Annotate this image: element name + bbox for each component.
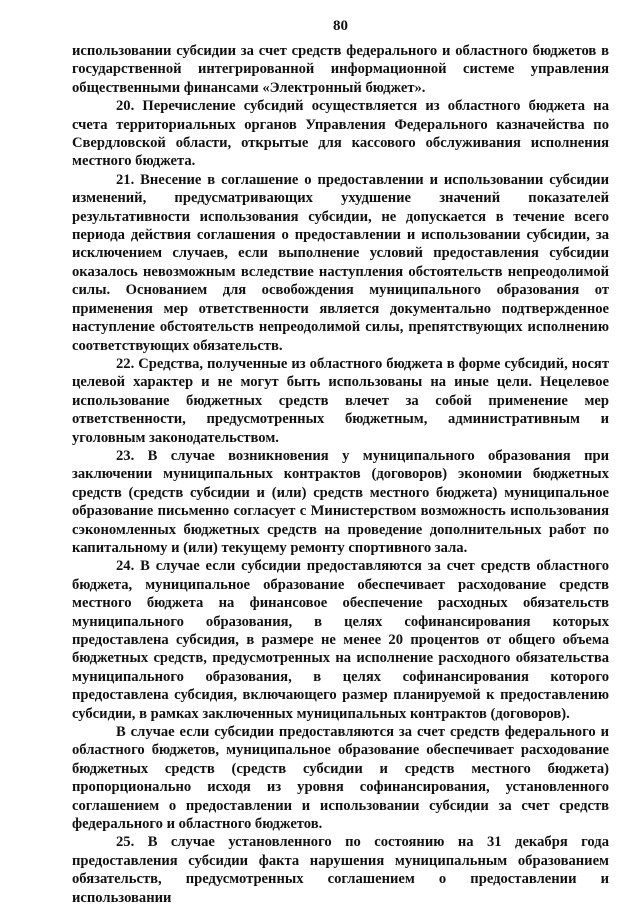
paragraph-20: 20. Перечисление субсидий осуществляется из областного бюджета на счета территориальных органов Управления Федерального казначейства по Свердловской области, открытые для кассового обслуживания исполнения местного бюджета. bbox=[72, 98, 609, 170]
paragraph-25: 25. В случае установленного по состоянию на 31 декабря года предоставления субсидии факта нарушения муниципальным образованием обязательств, предусмотренных соглашением о предоставлении и использовании bbox=[72, 834, 609, 906]
paragraph-22: 22. Средства, полученные из областного бюджета в форме субсидий, носят целевой характер и не могут быть использованы на иные цели. Нецелевое использование бюджетных средств влечет за собой применение мер ответственности, предусмотренных бюджетным, административным и уголовным законодательством. bbox=[72, 355, 609, 446]
document-page bbox=[72, 16, 609, 907]
paragraph-24: 24. В случае если субсидии предоставляются за счет средств областного бюджета, муниципальное образование обеспечивает расходование средств местного бюджета на финансовое обеспечение расходных обязательств муниципального образования, в целях софинансирования которых предоставлена субсидия, в размере не менее 20 процентов от общего объема бюджетных средств, предусмотренных на исполнение расходного обязательства муниципального образования, в целях софинансирования которого предоставлена субсидия, включающего размер планируемой к предоставлению субсидии, в рамках заключенных муниципальных контрактов (договоров). bbox=[72, 558, 609, 722]
paragraph-continuation: использовании субсидии за счет средств федерального и областного бюджетов в государственной интегрированной информационной системе управления общественными финансами «Электронный бюджет». bbox=[72, 43, 609, 96]
paragraph-24-federal: В случае если субсидии предоставляются за счет средств федерального и областного бюджетов, муниципальное образование обеспечивает расходование бюджетных средств (средств субсидии и средств местного бюджета) пропорционально исходя из уровня софинансирования, установленного соглашением о предоставлении и использовании субсидии за счет средств федерального и областного бюджетов. bbox=[72, 724, 609, 833]
page-number: 80 bbox=[333, 18, 348, 34]
paragraph-23: 23. В случае возникновения у муниципального образования при заключении муниципальных контрактов (договоров) экономии бюджетных средств (средств субсидии и (или) средств местного бюджета) муниципальное образование письменно согласует с Министерством возможность использования сэкономленных бюджетных средств на проведение дополнительных работ по капитальному и (или) текущему ремонту спортивного зала. bbox=[72, 447, 609, 556]
paragraph-21: 21. Внесение в соглашение о предоставлении и использовании субсидии изменений, предусматривающих ухудшение значений показателей результативности использования субсидии, не допускается в течение всего периода действия соглашения о предоставлении и использовании субсидии, за исключением случаев, если выполнение условий предоставления субсидии оказалось невозможным вследствие наступления обстоятельств непреодолимой силы. Основанием для освобождения муниципального образования от применения мер ответственности является документально подтвержденное наступление обстоятельств непреодолимой силы, препятствующих исполнению соответствующих обязательств. bbox=[72, 171, 609, 354]
